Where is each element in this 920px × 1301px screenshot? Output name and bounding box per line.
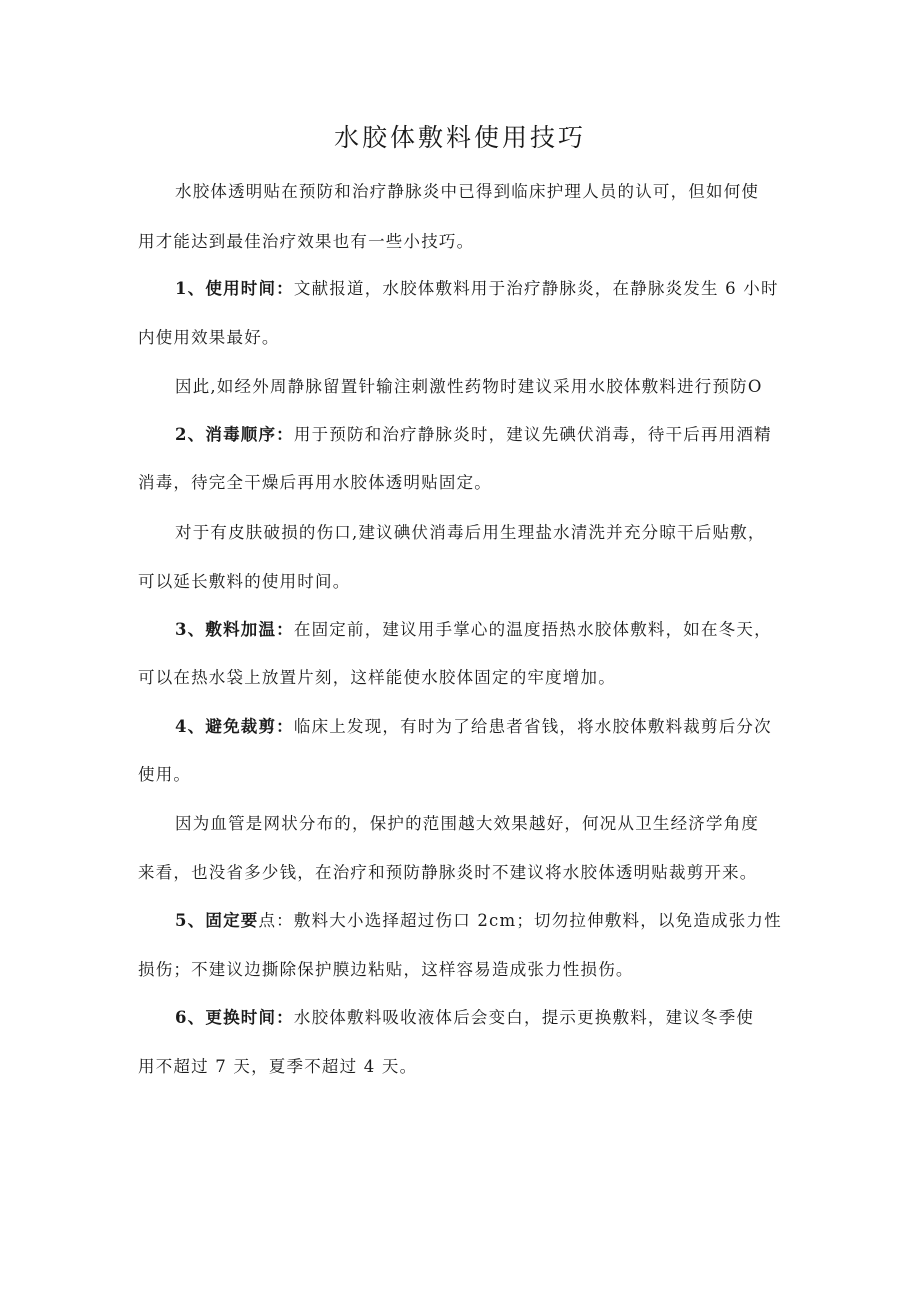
section-6-line-2: 用不超过 7 天，夏季不超过 4 天。 <box>138 1057 418 1076</box>
section-3-line-2: 可以在热水袋上放置片刻，这样能使水胶体固定的牢度增加。 <box>138 668 616 687</box>
section-2-note-line-1: 对于有皮肤破损的伤口,建议碘伏消毒后用生理盐水清洗并充分晾干后贴敷， <box>175 523 766 542</box>
section-3-heading: 3、敷料加温： <box>175 620 294 639</box>
section-3-text: 在固定前，建议用手掌心的温度捂热水胶体敷料，如在冬天， <box>293 620 772 639</box>
section-4-line-1 <box>175 713 798 737</box>
section-4-heading: 4、避免裁剪： <box>175 717 294 736</box>
section-5-line-2: 损伤；不建议边撕除保护膜边粘贴，这样容易造成张力性损伤。 <box>138 960 634 979</box>
section-2-line-1 <box>175 421 798 445</box>
section-2-line-2: 消毒，待完全干燥后再用水胶体透明贴固定。 <box>138 473 492 492</box>
section-6-text: 水胶体敷料吸收液体后会变白，提示更换敷料，建议冬季使 <box>293 1008 755 1027</box>
section-3-line-1 <box>175 616 798 640</box>
section-5-text: 敷料大小选择超过伤口 2cm；切勿拉伸敷料，以免造成张力性 <box>293 911 782 930</box>
section-1-text: 文献报道，水胶体敷料用于治疗静脉炎，在静脉炎发生 6 小时 <box>293 279 779 298</box>
intro-line-2: 用才能达到最佳治疗效果也有一些小技巧。 <box>138 232 475 251</box>
section-4-note-line-1: 因为血管是网状分布的，保护的范围越大效果越好，何况从卫生经济学角度 <box>175 814 760 833</box>
section-1-heading: 1、使用时间： <box>175 279 294 298</box>
section-6-heading: 6、更换时间： <box>175 1008 294 1027</box>
section-6-line-1 <box>175 1004 798 1028</box>
section-4-text: 临床上发现，有时为了给患者省钱，将水胶体敷料裁剪后分次 <box>293 717 772 736</box>
section-5-line-1 <box>175 907 798 931</box>
section-2-heading: 2、消毒顺序： <box>175 425 294 444</box>
section-4-note-line-2: 来看，也没省多少钱，在治疗和预防静脉炎时不建议将水胶体透明贴裁剪开来。 <box>138 863 758 882</box>
section-1-line-2: 内使用效果最好。 <box>138 328 280 347</box>
section-4-line-2: 使用。 <box>138 765 192 784</box>
section-1-line-1 <box>175 275 798 299</box>
section-1-note: 因此,如经外周静脉留置针输注刺激性药物时建议采用水胶体敷料进行预防O <box>175 377 763 396</box>
document-title: 水胶体敷料使用技巧 <box>333 123 586 152</box>
section-2-text: 用于预防和治疗静脉炎时，建议先碘伏消毒，待干后再用酒精 <box>293 425 772 444</box>
section-5-heading-tail: 点： <box>258 911 294 930</box>
section-5-heading: 5、固定要 <box>175 911 259 930</box>
intro-line-1: 水胶体透明贴在预防和治疗静脉炎中已得到临床护理人员的认可，但如何使 <box>175 182 760 201</box>
section-2-note-line-2: 可以延长敷料的使用时间。 <box>138 572 351 591</box>
